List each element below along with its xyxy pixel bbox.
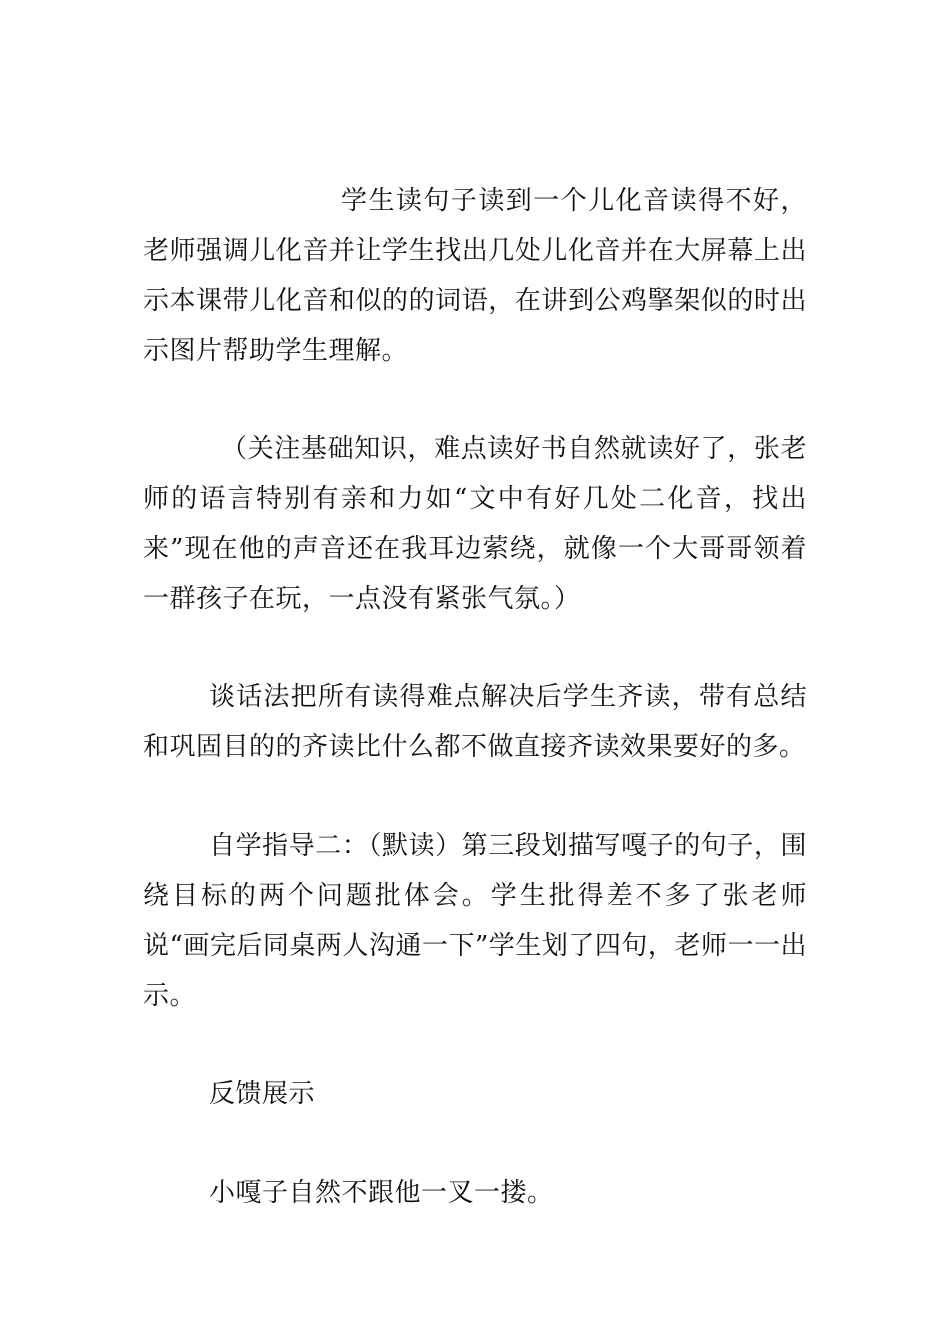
paragraph-feedback-heading: 反馈展示 [209, 1079, 316, 1109]
paragraph-reading-erhua: 学生读句子读到一个儿化音读得不好，老师强调儿化音并让学生找出几处儿化音并在大屏幕上出示本课带儿化音和似的的词语，在讲到公鸡掔架似的时出示图片帮助学生理解。 [143, 186, 807, 366]
paragraph-self-study-guide-two: 自学指导二：（默读）第三段划描写嘎子的句子，围绕目标的两个问题批体会。学生批得差不多了张老师说“画完后同桌两人沟通一下”学生划了四句，老师一一出示。 [143, 831, 807, 1011]
paragraph-quote-sentence: 小嘎子自然不跟他一叉一搂。 [209, 1178, 554, 1208]
paragraph-teacher-comment: （关注基础知识，难点读好书自然就读好了，张老师的语言特别有亲和力如“文中有好几处二化音，找出来”现在他的声音还在我耳边萦绕，就像一个大哥哥领着一群孩子在玩，一点没有紧张气氛。） [143, 434, 807, 614]
paragraph-discussion-method: 谈话法把所有读得难点解决后学生齐读，带有总结和巩固目的的齐读比什么都不做直接齐读效果要好的多。 [143, 682, 807, 762]
